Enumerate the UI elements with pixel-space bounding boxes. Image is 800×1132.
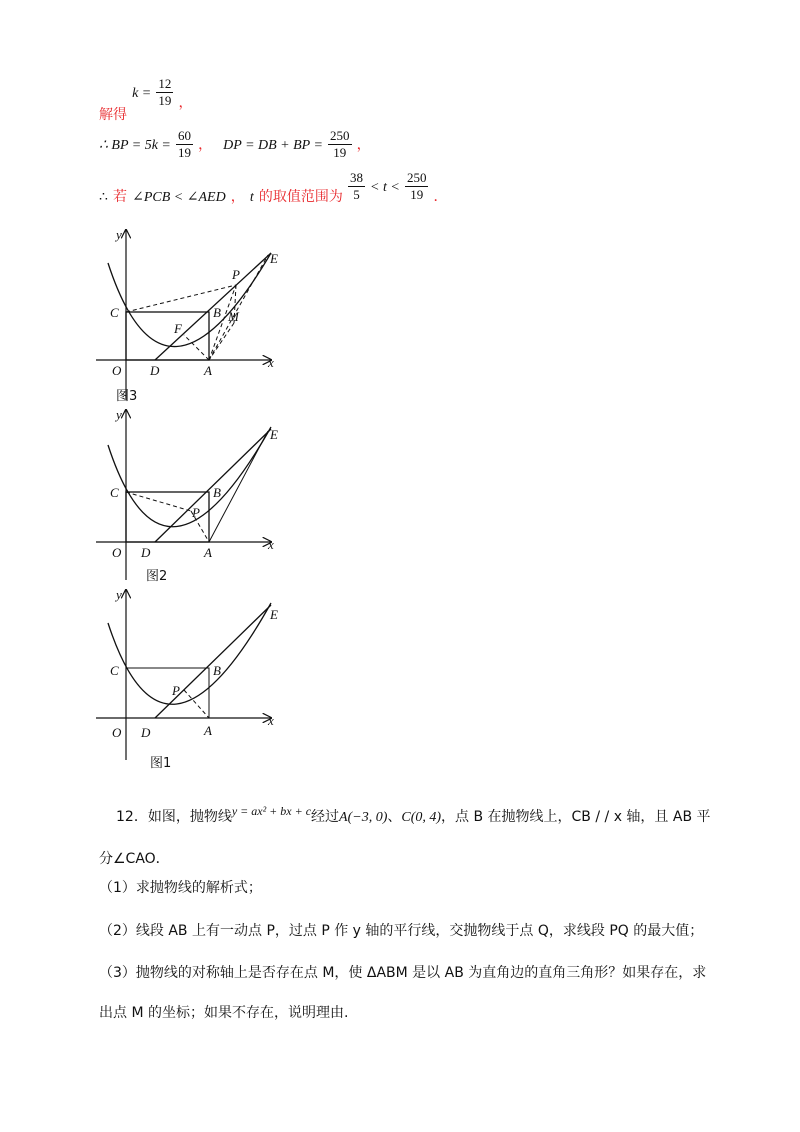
label-F: F — [174, 321, 182, 336]
fraction-250-19-b: $\frac{250}{19}$ — [406, 170, 427, 202]
point-c: C(0, 4) — [401, 810, 442, 825]
label-A: A — [204, 363, 212, 378]
label-B: B — [213, 485, 221, 500]
solve-label: 解得 — [99, 107, 127, 123]
label-E: E — [270, 427, 278, 442]
problem-stem-line-1: 12．如图，抛物线y = ax² + bx + c经过A(−3, 0)、C(0, 4)，点 B 在抛物线上，CB / / x 轴，且 AB 平 — [116, 804, 711, 825]
fraction-60-19: $\frac{60}{19}$ — [177, 128, 191, 160]
parabola — [108, 253, 271, 347]
label-y: y — [116, 407, 122, 422]
solution-line-3: ∴ 若 ∠PCB < ∠AED ， t 的取值范围为 $\frac{38}{5}$ < t < $\frac{250}{19}$ ． — [99, 170, 448, 205]
figure-2 — [96, 405, 286, 585]
label-B: B — [213, 305, 221, 320]
dashed-CP — [126, 492, 191, 511]
question-3-line-1: （3）抛物线的对称轴上是否存在点 M，使 ΔABM 是以 AB 为直角边的直角三角形？如果存在，求 — [99, 965, 707, 981]
figure-3 — [96, 225, 286, 405]
figure-1-caption: 图1 — [150, 756, 172, 771]
fraction-12-19: $\frac{12}{19}$ — [158, 76, 172, 108]
label-C: C — [110, 663, 119, 678]
parabola — [108, 427, 271, 527]
parabola-equation: y = ax² + bx + c — [231, 804, 312, 818]
label-y: y — [116, 587, 122, 602]
label-D: D — [141, 725, 151, 740]
dashed-PA — [184, 690, 209, 718]
dashed-AF — [184, 335, 209, 360]
problem-stem-line-2: 分∠CAO． — [99, 851, 170, 867]
dp-expression: DP = DB + BP = — [223, 138, 323, 153]
label-B: B — [213, 663, 221, 678]
label-P: P — [192, 505, 200, 520]
label-C: C — [110, 485, 119, 500]
label-P: P — [232, 267, 240, 282]
point-a: A(−3, 0) — [339, 810, 388, 825]
figure-1 — [96, 585, 286, 765]
k-lhs: k = — [132, 86, 152, 101]
label-x: x — [268, 537, 274, 552]
fraction-250-19: $\frac{250}{19}$ — [330, 128, 350, 160]
fraction-38-5: $\frac{38}{5}$ — [349, 170, 363, 202]
solution-line-2: ∴ BP = 5k = $\frac{60}{19}$ ， DP = DB + BP = $\frac{250}{19}$ ， — [99, 128, 371, 160]
figure-3-caption: 图3 — [116, 389, 138, 404]
label-M: M — [228, 309, 239, 324]
label-O: O — [112, 363, 122, 378]
angle-condition: ∠PCB < ∠AED — [132, 190, 226, 205]
parabola — [108, 603, 271, 704]
label-x: x — [268, 355, 274, 370]
rectangle-OABC — [126, 312, 209, 360]
solution-line-1: 解得 k = $\frac{12}{19}$ ， — [99, 76, 193, 123]
bp-expression: ∴ BP = 5k = — [99, 138, 171, 153]
label-E: E — [270, 607, 278, 622]
question-3-line-2: 出点 M 的坐标；如果不存在，说明理由. — [99, 1005, 349, 1021]
label-A: A — [204, 545, 212, 560]
label-P: P — [172, 683, 180, 698]
question-2: （2）线段 AB 上有一动点 P，过点 P 作 y 轴的平行线，交抛物线于点 Q，求线段 PQ 的最大值； — [99, 923, 704, 939]
label-C: C — [110, 305, 119, 320]
label-E: E — [270, 251, 278, 266]
label-x: x — [268, 713, 274, 728]
label-O: O — [112, 725, 122, 740]
line-DE — [155, 605, 271, 718]
label-D: D — [141, 545, 151, 560]
figure-2-caption: 图2 — [146, 569, 168, 584]
label-y: y — [116, 227, 122, 242]
question-1: （1）求抛物线的解析式； — [99, 880, 262, 896]
label-A: A — [204, 723, 212, 738]
label-D: D — [150, 363, 160, 378]
rectangle-OABC — [126, 668, 209, 718]
label-O: O — [112, 545, 122, 560]
